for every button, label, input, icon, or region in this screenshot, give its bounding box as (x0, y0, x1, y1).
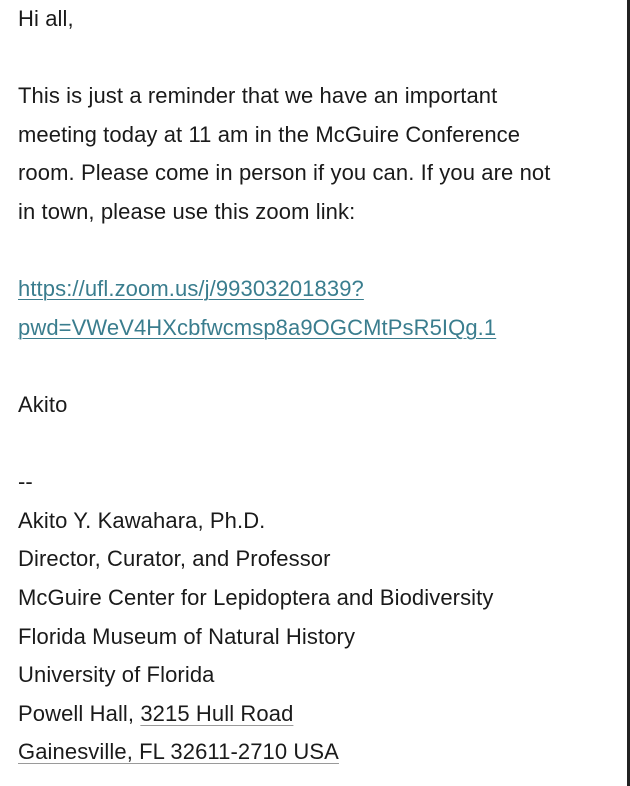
signature-address (18, 695, 618, 734)
body-line: meeting today at 11 am in the McGuire Conference (18, 121, 521, 147)
signature-museum: Florida Museum of Natural History (18, 623, 356, 649)
signature-title: Director, Curator, and Professor (18, 546, 331, 572)
body-line: in town, please use this zoom link: (18, 198, 356, 224)
zoom-link-line-2 (18, 309, 618, 348)
signature-separator: -- (18, 469, 33, 495)
email-body (18, 0, 618, 772)
body-line: room. Please come in person if you can. If you are not (18, 160, 551, 186)
signoff: Akito (18, 391, 68, 417)
zoom-link[interactable]: https://ufl.zoom.us/j/99303201839? (18, 276, 364, 302)
body-line: This is just a reminder that we have an important (18, 83, 498, 109)
blank-line (18, 347, 618, 386)
blank-line (18, 425, 618, 464)
signature-university: University of Florida (18, 662, 215, 688)
signature-center: McGuire Center for Lepidoptera and Biodiversity (18, 584, 494, 610)
zoom-link-continued[interactable]: pwd=VWeV4HXcbfwcmsp8a9OGCMtPsR5IQg.1 (18, 314, 497, 340)
address-city-link[interactable]: Gainesville, FL 32611-2710 USA (18, 739, 339, 765)
signature-city (18, 733, 618, 772)
zoom-link-line-1 (18, 270, 618, 309)
blank-line (18, 232, 618, 271)
greeting: Hi all, (18, 6, 74, 31)
blank-line (18, 39, 618, 78)
address-street-link[interactable]: 3215 Hull Road (140, 700, 294, 726)
signature-name: Akito Y. Kawahara, Ph.D. (18, 507, 266, 533)
address-prefix: Powell Hall, (18, 700, 141, 726)
